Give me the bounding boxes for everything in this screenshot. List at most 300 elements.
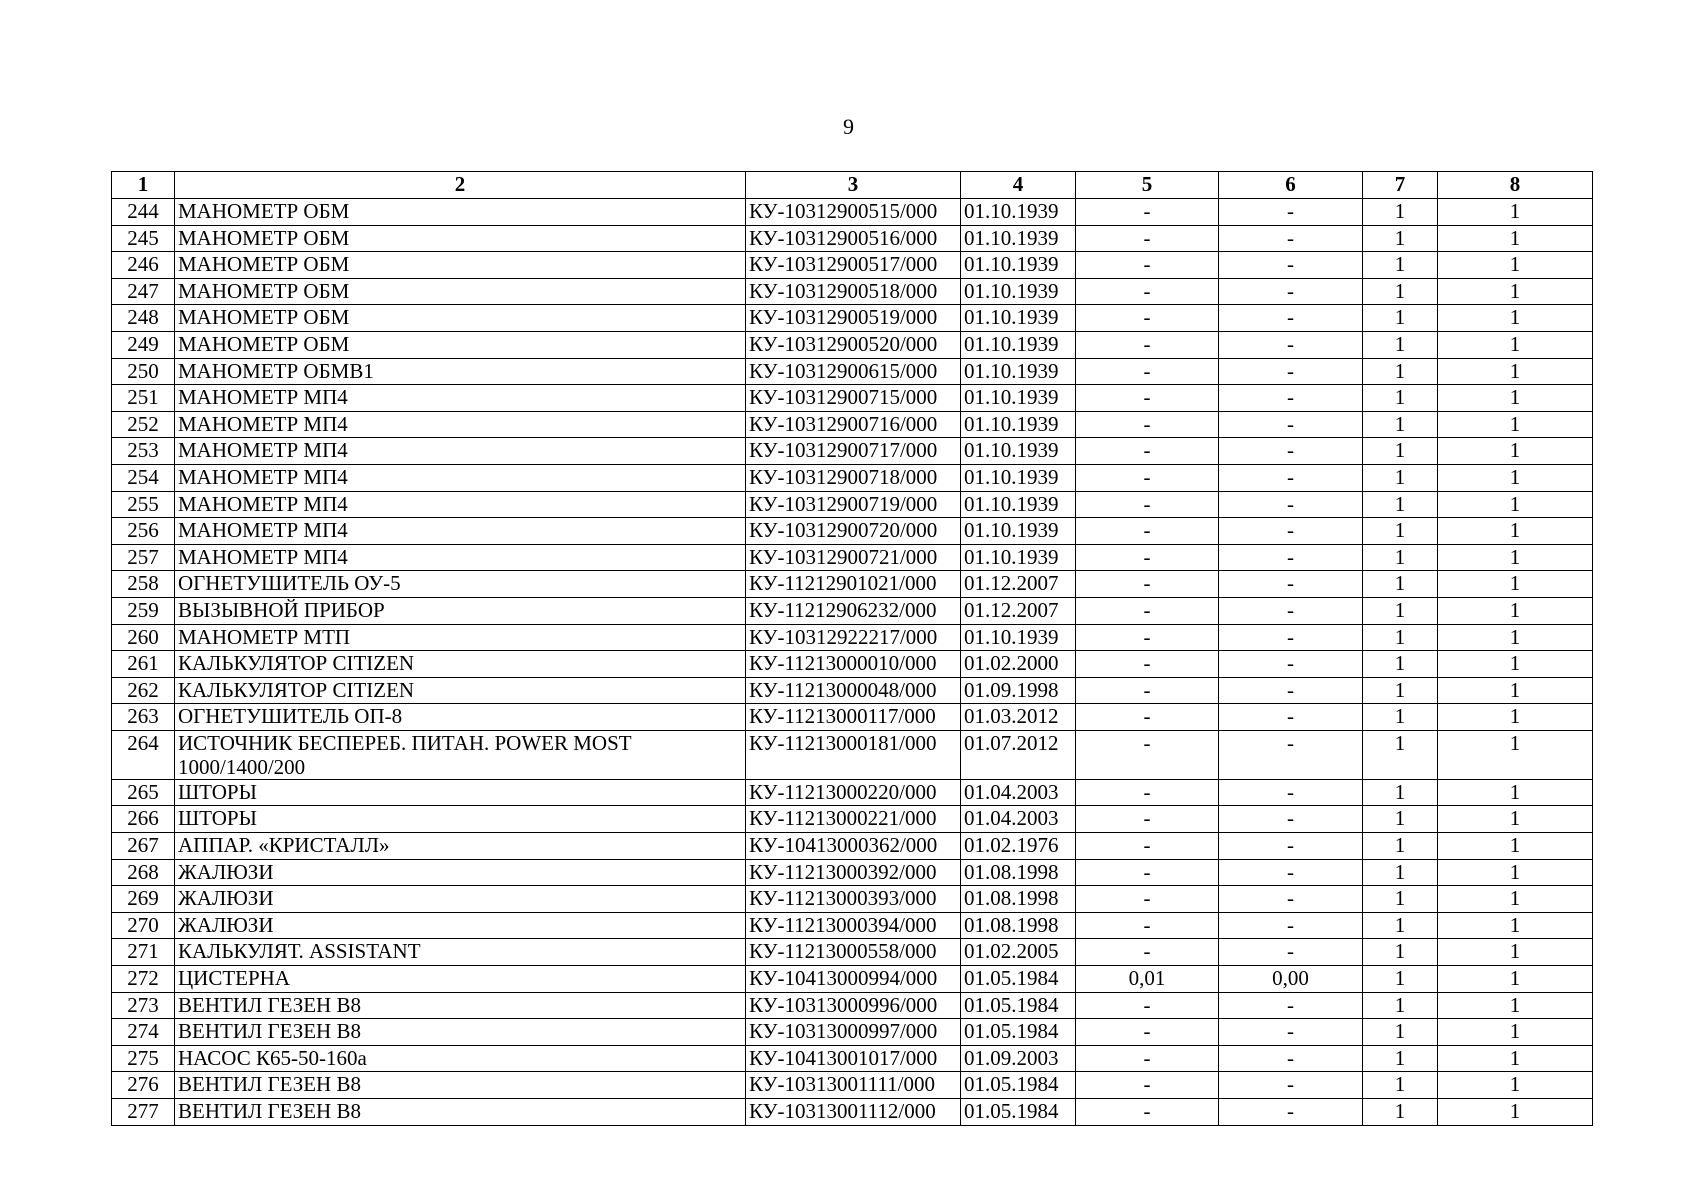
value-col-5: -	[1076, 252, 1219, 279]
value-col-6: -	[1219, 385, 1363, 412]
table-row	[112, 252, 1593, 279]
row-number: 245	[112, 225, 175, 252]
value-col-6: -	[1219, 677, 1363, 704]
value-col-5: -	[1076, 518, 1219, 545]
inventory-code: КУ-10312900721/000	[746, 544, 961, 571]
table-row	[112, 1099, 1593, 1126]
value-col-6: -	[1219, 624, 1363, 651]
value-col-6: -	[1219, 806, 1363, 833]
value-col-8: 1	[1438, 252, 1593, 279]
value-col-5: -	[1076, 886, 1219, 913]
value-col-5: -	[1076, 385, 1219, 412]
item-name: МАНОМЕТР МП4	[175, 544, 746, 571]
item-name: ЦИСТЕРНА	[175, 966, 746, 993]
value-col-7: 1	[1363, 199, 1438, 226]
table-row	[112, 704, 1593, 731]
value-col-7: 1	[1363, 358, 1438, 385]
item-name: ЖАЛЮЗИ	[175, 912, 746, 939]
date: 01.10.1939	[961, 411, 1076, 438]
date: 01.08.1998	[961, 859, 1076, 886]
inventory-code: КУ-10312900519/000	[746, 305, 961, 332]
inventory-code: КУ-10312900718/000	[746, 464, 961, 491]
inventory-code: КУ-11213000010/000	[746, 651, 961, 678]
item-name: МАНОМЕТР МП4	[175, 438, 746, 465]
item-name: КАЛЬКУЛЯТОР CITIZEN	[175, 677, 746, 704]
value-col-8: 1	[1438, 886, 1593, 913]
item-name: МАНОМЕТР МП4	[175, 411, 746, 438]
date: 01.10.1939	[961, 518, 1076, 545]
value-col-8: 1	[1438, 464, 1593, 491]
row-number: 248	[112, 305, 175, 332]
date: 01.10.1939	[961, 305, 1076, 332]
value-col-7: 1	[1363, 779, 1438, 806]
row-number: 252	[112, 411, 175, 438]
header-row	[112, 172, 1593, 199]
header-col-8: 8	[1438, 172, 1593, 199]
date: 01.05.1984	[961, 966, 1076, 993]
value-col-8: 1	[1438, 331, 1593, 358]
value-col-7: 1	[1363, 886, 1438, 913]
date: 01.10.1939	[961, 464, 1076, 491]
row-number: 256	[112, 518, 175, 545]
row-number: 259	[112, 597, 175, 624]
date: 01.10.1939	[961, 199, 1076, 226]
value-col-7: 1	[1363, 939, 1438, 966]
inventory-code: КУ-10312900518/000	[746, 278, 961, 305]
date: 01.10.1939	[961, 252, 1076, 279]
value-col-8: 1	[1438, 544, 1593, 571]
table-row	[112, 833, 1593, 860]
value-col-8: 1	[1438, 651, 1593, 678]
value-col-6: -	[1219, 491, 1363, 518]
table-row	[112, 199, 1593, 226]
table-row	[112, 939, 1593, 966]
value-col-5: -	[1076, 992, 1219, 1019]
value-col-5: 0,01	[1076, 966, 1219, 993]
item-name: ВЕНТИЛ ГЕЗЕН В8	[175, 1072, 746, 1099]
value-col-7: 1	[1363, 278, 1438, 305]
value-col-8: 1	[1438, 278, 1593, 305]
value-col-8: 1	[1438, 571, 1593, 598]
value-col-5: -	[1076, 597, 1219, 624]
item-name: МАНОМЕТР МП4	[175, 491, 746, 518]
value-col-7: 1	[1363, 806, 1438, 833]
value-col-7: 1	[1363, 730, 1438, 779]
value-col-6: -	[1219, 1072, 1363, 1099]
value-col-7: 1	[1363, 225, 1438, 252]
inventory-code: КУ-11213000221/000	[746, 806, 961, 833]
item-name: МАНОМЕТР МП4	[175, 385, 746, 412]
table-row	[112, 859, 1593, 886]
table-row	[112, 438, 1593, 465]
value-col-8: 1	[1438, 358, 1593, 385]
inventory-code: КУ-11213000394/000	[746, 912, 961, 939]
value-col-8: 1	[1438, 411, 1593, 438]
value-col-5: -	[1076, 730, 1219, 779]
value-col-6: -	[1219, 992, 1363, 1019]
item-name: ЖАЛЮЗИ	[175, 886, 746, 913]
item-name: ВЕНТИЛ ГЕЗЕН В8	[175, 1019, 746, 1046]
value-col-7: 1	[1363, 385, 1438, 412]
value-col-6: -	[1219, 1045, 1363, 1072]
value-col-6: -	[1219, 199, 1363, 226]
item-name: МАНОМЕТР МП4	[175, 464, 746, 491]
date: 01.02.2000	[961, 651, 1076, 678]
value-col-5: -	[1076, 358, 1219, 385]
date: 01.09.2003	[961, 1045, 1076, 1072]
value-col-7: 1	[1363, 305, 1438, 332]
value-col-8: 1	[1438, 859, 1593, 886]
row-number: 244	[112, 199, 175, 226]
value-col-7: 1	[1363, 912, 1438, 939]
date: 01.10.1939	[961, 438, 1076, 465]
value-col-6: -	[1219, 730, 1363, 779]
value-col-8: 1	[1438, 806, 1593, 833]
row-number: 271	[112, 939, 175, 966]
value-col-6: -	[1219, 464, 1363, 491]
value-col-8: 1	[1438, 1099, 1593, 1126]
value-col-8: 1	[1438, 305, 1593, 332]
value-col-5: -	[1076, 779, 1219, 806]
table-row	[112, 624, 1593, 651]
inventory-code: КУ-10413000994/000	[746, 966, 961, 993]
row-number: 275	[112, 1045, 175, 1072]
value-col-7: 1	[1363, 1019, 1438, 1046]
value-col-6: -	[1219, 518, 1363, 545]
item-name: АППАР. «КРИСТАЛЛ»	[175, 833, 746, 860]
row-number: 272	[112, 966, 175, 993]
value-col-5: -	[1076, 704, 1219, 731]
table-row	[112, 305, 1593, 332]
item-name: МАНОМЕТР ОБМ	[175, 278, 746, 305]
value-col-8: 1	[1438, 624, 1593, 651]
value-col-8: 1	[1438, 939, 1593, 966]
table-row	[112, 544, 1593, 571]
date: 01.05.1984	[961, 1019, 1076, 1046]
value-col-8: 1	[1438, 438, 1593, 465]
value-col-7: 1	[1363, 518, 1438, 545]
item-name: МАНОМЕТР МП4	[175, 518, 746, 545]
item-name: КАЛЬКУЛЯТОР CITIZEN	[175, 651, 746, 678]
row-number: 273	[112, 992, 175, 1019]
value-col-7: 1	[1363, 1099, 1438, 1126]
value-col-6: -	[1219, 305, 1363, 332]
date: 01.04.2003	[961, 806, 1076, 833]
header-col-5: 5	[1076, 172, 1219, 199]
value-col-7: 1	[1363, 704, 1438, 731]
value-col-5: -	[1076, 331, 1219, 358]
inventory-code: КУ-11213000558/000	[746, 939, 961, 966]
value-col-6: -	[1219, 833, 1363, 860]
item-name: ВЕНТИЛ ГЕЗЕН В8	[175, 992, 746, 1019]
value-col-6: -	[1219, 1019, 1363, 1046]
value-col-5: -	[1076, 806, 1219, 833]
inventory-code: КУ-11213000393/000	[746, 886, 961, 913]
row-number: 270	[112, 912, 175, 939]
value-col-8: 1	[1438, 597, 1593, 624]
inventory-code: КУ-11213000181/000	[746, 730, 961, 779]
table-row	[112, 912, 1593, 939]
table-row	[112, 806, 1593, 833]
inventory-code: КУ-11212901021/000	[746, 571, 961, 598]
value-col-8: 1	[1438, 1019, 1593, 1046]
date: 01.10.1939	[961, 491, 1076, 518]
inventory-code: КУ-10413000362/000	[746, 833, 961, 860]
header-col-3: 3	[746, 172, 961, 199]
value-col-8: 1	[1438, 1045, 1593, 1072]
table-row	[112, 518, 1593, 545]
inventory-code: КУ-10312900517/000	[746, 252, 961, 279]
value-col-6: -	[1219, 939, 1363, 966]
value-col-7: 1	[1363, 411, 1438, 438]
inventory-code: КУ-10413001017/000	[746, 1045, 961, 1072]
value-col-5: -	[1076, 1072, 1219, 1099]
date: 01.05.1984	[961, 1099, 1076, 1126]
value-col-7: 1	[1363, 491, 1438, 518]
row-number: 269	[112, 886, 175, 913]
value-col-5: -	[1076, 544, 1219, 571]
date: 01.10.1939	[961, 225, 1076, 252]
table-row	[112, 464, 1593, 491]
inventory-table	[111, 171, 1593, 1126]
row-number: 247	[112, 278, 175, 305]
row-number: 255	[112, 491, 175, 518]
item-name: ШТОРЫ	[175, 806, 746, 833]
table-row	[112, 966, 1593, 993]
value-col-5: -	[1076, 411, 1219, 438]
item-name: МАНОМЕТР ОБМ	[175, 225, 746, 252]
value-col-7: 1	[1363, 544, 1438, 571]
value-col-7: 1	[1363, 651, 1438, 678]
date: 01.10.1939	[961, 331, 1076, 358]
row-number: 260	[112, 624, 175, 651]
value-col-6: -	[1219, 779, 1363, 806]
table-row	[112, 491, 1593, 518]
value-col-7: 1	[1363, 992, 1438, 1019]
value-col-5: -	[1076, 859, 1219, 886]
value-col-8: 1	[1438, 491, 1593, 518]
inventory-code: КУ-10312900515/000	[746, 199, 961, 226]
value-col-7: 1	[1363, 331, 1438, 358]
date: 01.07.2012	[961, 730, 1076, 779]
table-row	[112, 411, 1593, 438]
item-name: ВЕНТИЛ ГЕЗЕН В8	[175, 1099, 746, 1126]
table-row	[112, 730, 1593, 779]
value-col-5: -	[1076, 199, 1219, 226]
value-col-8: 1	[1438, 677, 1593, 704]
date: 01.03.2012	[961, 704, 1076, 731]
table-row	[112, 278, 1593, 305]
date: 01.08.1998	[961, 886, 1076, 913]
value-col-7: 1	[1363, 677, 1438, 704]
table-row	[112, 385, 1593, 412]
inventory-code: КУ-10312900716/000	[746, 411, 961, 438]
value-col-7: 1	[1363, 252, 1438, 279]
item-name: МАНОМЕТР ОБМ	[175, 305, 746, 332]
item-name: ВЫЗЫВНОЙ ПРИБОР	[175, 597, 746, 624]
value-col-6: -	[1219, 651, 1363, 678]
value-col-8: 1	[1438, 730, 1593, 779]
inventory-code: КУ-10312900720/000	[746, 518, 961, 545]
value-col-5: -	[1076, 939, 1219, 966]
table-row	[112, 1072, 1593, 1099]
date: 01.12.2007	[961, 571, 1076, 598]
header-col-1: 1	[112, 172, 175, 199]
value-col-5: -	[1076, 833, 1219, 860]
inventory-code: КУ-11213000220/000	[746, 779, 961, 806]
value-col-5: -	[1076, 305, 1219, 332]
value-col-8: 1	[1438, 225, 1593, 252]
table-row	[112, 597, 1593, 624]
value-col-6: -	[1219, 544, 1363, 571]
item-name: МАНОМЕТР ОБМ	[175, 331, 746, 358]
inventory-code: КУ-10313001111/000	[746, 1072, 961, 1099]
value-col-5: -	[1076, 912, 1219, 939]
date: 01.10.1939	[961, 358, 1076, 385]
value-col-6: -	[1219, 278, 1363, 305]
value-col-7: 1	[1363, 438, 1438, 465]
item-name: ШТОРЫ	[175, 779, 746, 806]
inventory-code: КУ-10313000997/000	[746, 1019, 961, 1046]
item-name: ОГНЕТУШИТЕЛЬ ОП-8	[175, 704, 746, 731]
value-col-5: -	[1076, 278, 1219, 305]
date: 01.10.1939	[961, 385, 1076, 412]
value-col-5: -	[1076, 464, 1219, 491]
value-col-5: -	[1076, 225, 1219, 252]
value-col-6: 0,00	[1219, 966, 1363, 993]
value-col-7: 1	[1363, 1045, 1438, 1072]
header-col-7: 7	[1363, 172, 1438, 199]
value-col-6: -	[1219, 886, 1363, 913]
row-number: 258	[112, 571, 175, 598]
value-col-7: 1	[1363, 966, 1438, 993]
inventory-code: КУ-11212906232/000	[746, 597, 961, 624]
value-col-5: -	[1076, 651, 1219, 678]
table-row	[112, 886, 1593, 913]
inventory-code: КУ-11213000117/000	[746, 704, 961, 731]
value-col-7: 1	[1363, 859, 1438, 886]
value-col-8: 1	[1438, 912, 1593, 939]
header-col-2: 2	[175, 172, 746, 199]
inventory-code: КУ-10312900717/000	[746, 438, 961, 465]
value-col-8: 1	[1438, 992, 1593, 1019]
value-col-6: -	[1219, 597, 1363, 624]
value-col-6: -	[1219, 859, 1363, 886]
item-name: МАНОМЕТР ОБМ	[175, 252, 746, 279]
page-number: 9	[843, 114, 854, 139]
table-row	[112, 677, 1593, 704]
row-number: 257	[112, 544, 175, 571]
row-number: 274	[112, 1019, 175, 1046]
value-col-6: -	[1219, 571, 1363, 598]
row-number: 266	[112, 806, 175, 833]
value-col-5: -	[1076, 491, 1219, 518]
row-number: 250	[112, 358, 175, 385]
value-col-8: 1	[1438, 779, 1593, 806]
value-col-5: -	[1076, 1099, 1219, 1126]
table-row	[112, 651, 1593, 678]
value-col-5: -	[1076, 1045, 1219, 1072]
row-number: 249	[112, 331, 175, 358]
row-number: 261	[112, 651, 175, 678]
date: 01.08.1998	[961, 912, 1076, 939]
row-number: 253	[112, 438, 175, 465]
value-col-7: 1	[1363, 597, 1438, 624]
value-col-8: 1	[1438, 385, 1593, 412]
value-col-8: 1	[1438, 199, 1593, 226]
item-name: КАЛЬКУЛЯТ. ASSISTANT	[175, 939, 746, 966]
value-col-8: 1	[1438, 966, 1593, 993]
inventory-code: КУ-10312900715/000	[746, 385, 961, 412]
row-number: 254	[112, 464, 175, 491]
item-name: ОГНЕТУШИТЕЛЬ ОУ-5	[175, 571, 746, 598]
row-number: 263	[112, 704, 175, 731]
date: 01.04.2003	[961, 779, 1076, 806]
date: 01.10.1939	[961, 278, 1076, 305]
value-col-5: -	[1076, 624, 1219, 651]
value-col-7: 1	[1363, 571, 1438, 598]
value-col-5: -	[1076, 677, 1219, 704]
row-number: 246	[112, 252, 175, 279]
row-number: 265	[112, 779, 175, 806]
date: 01.12.2007	[961, 597, 1076, 624]
inventory-code: КУ-10312900520/000	[746, 331, 961, 358]
item-name: МАНОМЕТР МТП	[175, 624, 746, 651]
value-col-6: -	[1219, 438, 1363, 465]
value-col-6: -	[1219, 1099, 1363, 1126]
date: 01.10.1939	[961, 544, 1076, 571]
value-col-7: 1	[1363, 833, 1438, 860]
value-col-6: -	[1219, 252, 1363, 279]
item-name: МАНОМЕТР ОБМВ1	[175, 358, 746, 385]
value-col-6: -	[1219, 331, 1363, 358]
date: 01.02.2005	[961, 939, 1076, 966]
item-name: МАНОМЕТР ОБМ	[175, 199, 746, 226]
table-row	[112, 1045, 1593, 1072]
value-col-6: -	[1219, 912, 1363, 939]
table-row	[112, 779, 1593, 806]
date: 01.10.1939	[961, 624, 1076, 651]
row-number: 267	[112, 833, 175, 860]
row-number: 276	[112, 1072, 175, 1099]
row-number: 268	[112, 859, 175, 886]
value-col-6: -	[1219, 225, 1363, 252]
value-col-7: 1	[1363, 1072, 1438, 1099]
table-row	[112, 571, 1593, 598]
table-row	[112, 331, 1593, 358]
date: 01.05.1984	[961, 992, 1076, 1019]
value-col-5: -	[1076, 438, 1219, 465]
value-col-6: -	[1219, 704, 1363, 731]
row-number: 264	[112, 730, 175, 779]
value-col-8: 1	[1438, 518, 1593, 545]
value-col-5: -	[1076, 1019, 1219, 1046]
value-col-8: 1	[1438, 1072, 1593, 1099]
item-name: ЖАЛЮЗИ	[175, 859, 746, 886]
value-col-7: 1	[1363, 624, 1438, 651]
table-row	[112, 992, 1593, 1019]
value-col-8: 1	[1438, 833, 1593, 860]
table-row	[112, 1019, 1593, 1046]
table-row	[112, 358, 1593, 385]
inventory-code: КУ-10313000996/000	[746, 992, 961, 1019]
value-col-7: 1	[1363, 464, 1438, 491]
inventory-code: КУ-10312900615/000	[746, 358, 961, 385]
value-col-8: 1	[1438, 704, 1593, 731]
item-name: ИСТОЧНИК БЕСПЕРЕБ. ПИТАН. POWER MOST 1000/1400/200	[175, 730, 746, 779]
inventory-code: КУ-10312922217/000	[746, 624, 961, 651]
table-row	[112, 225, 1593, 252]
